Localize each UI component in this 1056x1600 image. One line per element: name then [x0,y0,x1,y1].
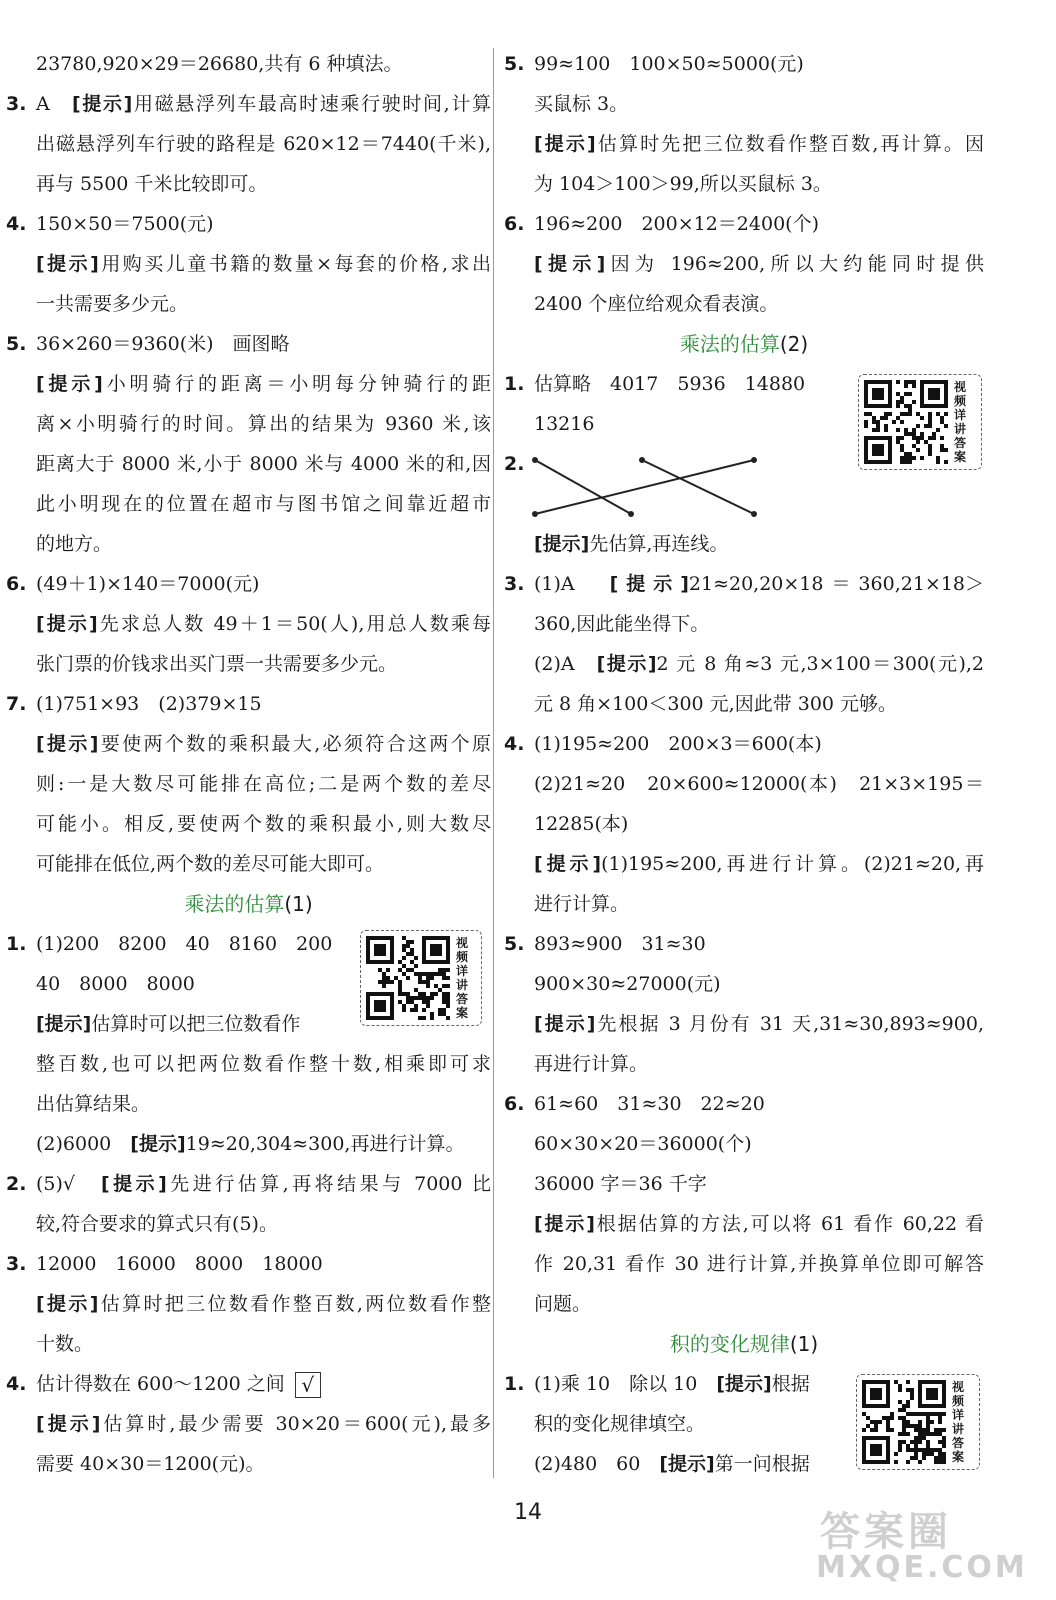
qr-code-1[interactable] [360,930,482,1026]
match-dot [628,511,634,517]
matching-lines-diagram [532,442,772,522]
line-text: 出磁悬浮列车行驶的路程是 620×12＝7440(千米), [36,133,491,155]
question-number: 3. [6,1253,27,1275]
line-text: 进行计算。 [534,893,630,915]
line-text: 13216 [534,413,595,435]
text-line [504,1044,984,1084]
line-text: 需要 40×30＝1200(元)。 [36,1453,265,1475]
question-4-text: 估计得数在 600～1200 之间 [36,1373,285,1395]
line-text: (2)21≈20 20×600≈12000(本) 21×3×195＝ [534,773,984,795]
line-text: 36×260＝9360(米) 画图略 [36,333,290,355]
text-line [6,804,491,844]
line-text: 99≈100 100×50≈5000(元) [534,53,804,75]
text-line [6,604,491,644]
text-line [504,644,984,684]
line-text: (1)A [提示]21≈20,20×18＝360,21×18＞ [534,573,985,595]
line-text: (1)751×93 (2)379×15 [36,693,262,715]
line-text: [提示]估算时把三位数看作整百数,两位数看作整 [36,1293,491,1315]
question-number: 4. [6,213,27,235]
left-column [6,44,491,1484]
text-line [504,684,984,724]
right-block-3 [504,524,984,1324]
line-text: 再进行计算。 [534,1053,649,1075]
section-title-suffix: (2) [779,332,809,356]
text-line [504,284,984,324]
qr-code-icon [864,380,948,464]
text-line [6,844,491,884]
line-text: [提示]估算时,最少需要 30×20＝600(元),最多 [36,1413,491,1435]
text-line [504,524,984,564]
line-text: 23780,920×29＝26680,共有 6 种填法。 [36,53,403,75]
question-number: 6. [504,1093,525,1115]
text-line [504,1164,984,1204]
match-dot [532,511,538,517]
question-line [6,204,491,244]
question-number: 3. [504,573,525,595]
line-text: 196≈200 200×12＝2400(个) [534,213,819,235]
qr-code-3[interactable] [856,1374,980,1470]
question-line [6,564,491,604]
line-text: [提示]估算时可以把三位数看作 [36,1013,301,1035]
text-line [504,244,984,284]
line-text: (1)195≈200 200×3＝600(本) [534,733,822,755]
right-block-1 [504,44,984,324]
line-text: (5)√ [提示]先进行估算,再将结果与 7000 比 [36,1173,491,1195]
text-line [504,1284,984,1324]
watermark-top: 答案圈 [820,1509,952,1555]
line-text: 12285(本) [534,813,629,835]
line-text: (2)6000 [提示]19≈20,304≈300,再进行计算。 [36,1133,465,1155]
question-number: 5. [504,933,525,955]
line-text: 问题。 [534,1293,592,1315]
line-text: 出估算结果。 [36,1093,151,1115]
text-line [6,524,491,564]
text-line [504,124,984,164]
line-text: 距离大于 8000 米,小于 8000 米与 4000 米的和,因 [36,453,491,475]
check-mark-box: √ [295,1372,321,1398]
line-text: 估算略 4017 5936 14880 [534,373,806,395]
page-number: 14 [514,1500,542,1525]
left-block-3 [6,1404,491,1484]
section-title-suffix: (1) [284,892,313,916]
text-line [6,1044,491,1084]
line-text: 36000 字＝36 千字 [534,1173,707,1195]
line-text: 893≈900 31≈30 [534,933,706,955]
line-text: 则:一是大数尽可能排在高位;二是两个数的差尽 [36,773,491,795]
line-text: [提示](1)195≈200,再进行计算。(2)21≈20,再 [534,853,984,875]
text-line [6,484,491,524]
question-line [6,84,491,124]
question-line [6,684,491,724]
text-line [6,404,491,444]
question-number: 2. [6,1173,27,1195]
line-text: [提示]先求总人数 49＋1＝50(人),用总人数乘每 [36,613,491,635]
text-line [6,444,491,484]
text-line [6,1324,491,1364]
line-text: 十数。 [36,1333,94,1355]
section-title-product-rule [504,1324,984,1364]
line-text: 此小明现在的位置在超市与图书馆之间靠近超市 [36,493,491,515]
line-text: 离×小明骑行的时间。算出的结果为 9360 米,该 [36,413,491,435]
line-text: [提示]要使两个数的乘积最大,必须符合这两个原 [36,733,491,755]
line-text: 360,因此能坐得下。 [534,613,710,635]
watermark-bottom: MXQE.COM [816,1550,1028,1585]
question-line [504,924,984,964]
text-line [6,164,491,204]
question-line [6,324,491,364]
text-line [504,84,984,124]
text-line [504,604,984,644]
question-text [36,1364,321,1404]
text-line [6,44,491,84]
line-text: 60×30×20＝36000(个) [534,1133,752,1155]
section-title-text: 乘法的估算 [679,332,780,356]
text-line [504,764,984,804]
match-dot [751,511,757,517]
text-line [6,724,491,764]
text-line [6,1084,491,1124]
text-line [6,1404,491,1444]
line-text: (1)200 8200 40 8160 200 [36,933,333,955]
line-text: 买鼠标 3。 [534,93,629,115]
text-line [504,884,984,924]
line-text: 整百数,也可以把两位数看作整十数,相乘即可求 [36,1053,491,1075]
question-line [6,1244,491,1284]
question-number: 1. [504,1373,525,1395]
question-number: 1. [504,373,525,395]
section-title-estimation-1 [6,884,491,924]
line-text: 积的变化规律填空。 [534,1413,706,1435]
question-line [504,1084,984,1124]
line-text: 40 8000 8000 [36,973,195,995]
line-text: A [提示]用磁悬浮列车最高时速乘行驶时间,计算 [36,93,491,115]
question-line [504,204,984,244]
line-text: [提示]小明骑行的距离＝小明每分钟骑行的距 [36,373,491,395]
section-title-suffix: (1) [789,1332,819,1356]
text-line [504,844,984,884]
question-number: 4. [6,1373,27,1395]
question-number: 5. [6,333,27,355]
text-line [504,1244,984,1284]
qr-label: 视频详讲答案 [951,1380,964,1464]
text-line [6,244,491,284]
line-text: 可能小。相反,要使两个数的乘积最小,则大数尽 [36,813,491,835]
text-line [504,804,984,844]
line-text: [提示]因为 196≈200,所以大约能同时提供 [534,253,984,275]
question-line [504,724,984,764]
match-dot [532,457,538,463]
text-line [504,1124,984,1164]
question-number: 4. [504,733,525,755]
line-text: (1)乘 10 除以 10 [提示]根据 [534,1373,810,1395]
qr-label: 视频详讲答案 [455,936,468,1020]
text-line [6,124,491,164]
section-title-estimation-2 [504,324,984,364]
line-text: 可能排在低位,两个数的差尽可能大即可。 [36,853,385,875]
text-line [6,1444,491,1484]
line-text: 再与 5500 千米比较即可。 [36,173,268,195]
qr-code-2[interactable] [858,374,982,470]
text-line [504,1204,984,1244]
text-line [504,964,984,1004]
question-number: 6. [6,573,27,595]
question-number: 3. [6,93,27,115]
line-text: 12000 16000 8000 18000 [36,1253,323,1275]
question-line [504,564,984,604]
match-dot [751,457,757,463]
question-number: 6. [504,213,525,235]
line-text: (2)480 60 [提示]第一问根据 [534,1453,810,1475]
column-divider [493,48,494,1478]
question-4-line [6,1364,491,1404]
match-dot [639,457,645,463]
text-line [6,764,491,804]
question-number: 7. [6,693,27,715]
section-title-text: 积的变化规律 [669,1332,790,1356]
qr-code-icon [366,936,450,1020]
line-text: 一共需要多少元。 [36,293,189,315]
left-block-1 [6,44,491,884]
line-text: 150×50＝7500(元) [36,213,214,235]
text-line [6,644,491,684]
line-text: 元 8 角×100＜300 元,因此带 300 元够。 [534,693,898,715]
text-line [6,364,491,404]
text-line [6,1284,491,1324]
line-text: [提示]根据估算的方法,可以将 61 看作 60,22 看 [534,1213,984,1235]
line-text: (2)A [提示]2 元 8 角≈3 元,3×100＝300(元),2 [534,653,984,675]
text-line [6,1204,491,1244]
qr-label: 视频详讲答案 [953,380,966,464]
question-number: 1. [6,933,27,955]
line-text: 的地方。 [36,533,113,555]
line-text: 较,符合要求的算式只有(5)。 [36,1213,278,1235]
line-text: 作 20,31 看作 30 进行计算,并换算单位即可解答 [534,1253,984,1275]
line-text: 为 104＞100＞99,所以买鼠标 3。 [534,173,832,195]
line-text: (49＋1)×140＝7000(元) [36,573,260,595]
question-line [6,1164,491,1204]
line-text: [提示]用购买儿童书籍的数量×每套的价格,求出 [36,253,491,275]
line-text: 61≈60 31≈30 22≈20 [534,1093,765,1115]
line-text: 2400 个座位给观众看表演。 [534,293,779,315]
text-line [6,284,491,324]
question-number: 5. [504,53,525,75]
question-number: 2. [504,453,525,475]
right-column [504,44,984,1484]
line-text: [提示]估算时先把三位数看作整百数,再计算。因 [534,133,985,155]
line-text: 900×30≈27000(元) [534,973,721,995]
line-text: 张门票的价钱求出买门票一共需要多少元。 [36,653,398,675]
watermark-logo [800,1500,1040,1596]
text-line [504,1004,984,1044]
section-title-text: 乘法的估算 [184,892,285,916]
question-line [504,44,984,84]
line-text: [提示]先根据 3 月份有 31 天,31≈30,893≈900, [534,1013,984,1035]
line-text: [提示]先估算,再连线。 [534,533,729,555]
text-line [6,1124,491,1164]
text-line [504,164,984,204]
qr-code-icon [862,1380,946,1464]
